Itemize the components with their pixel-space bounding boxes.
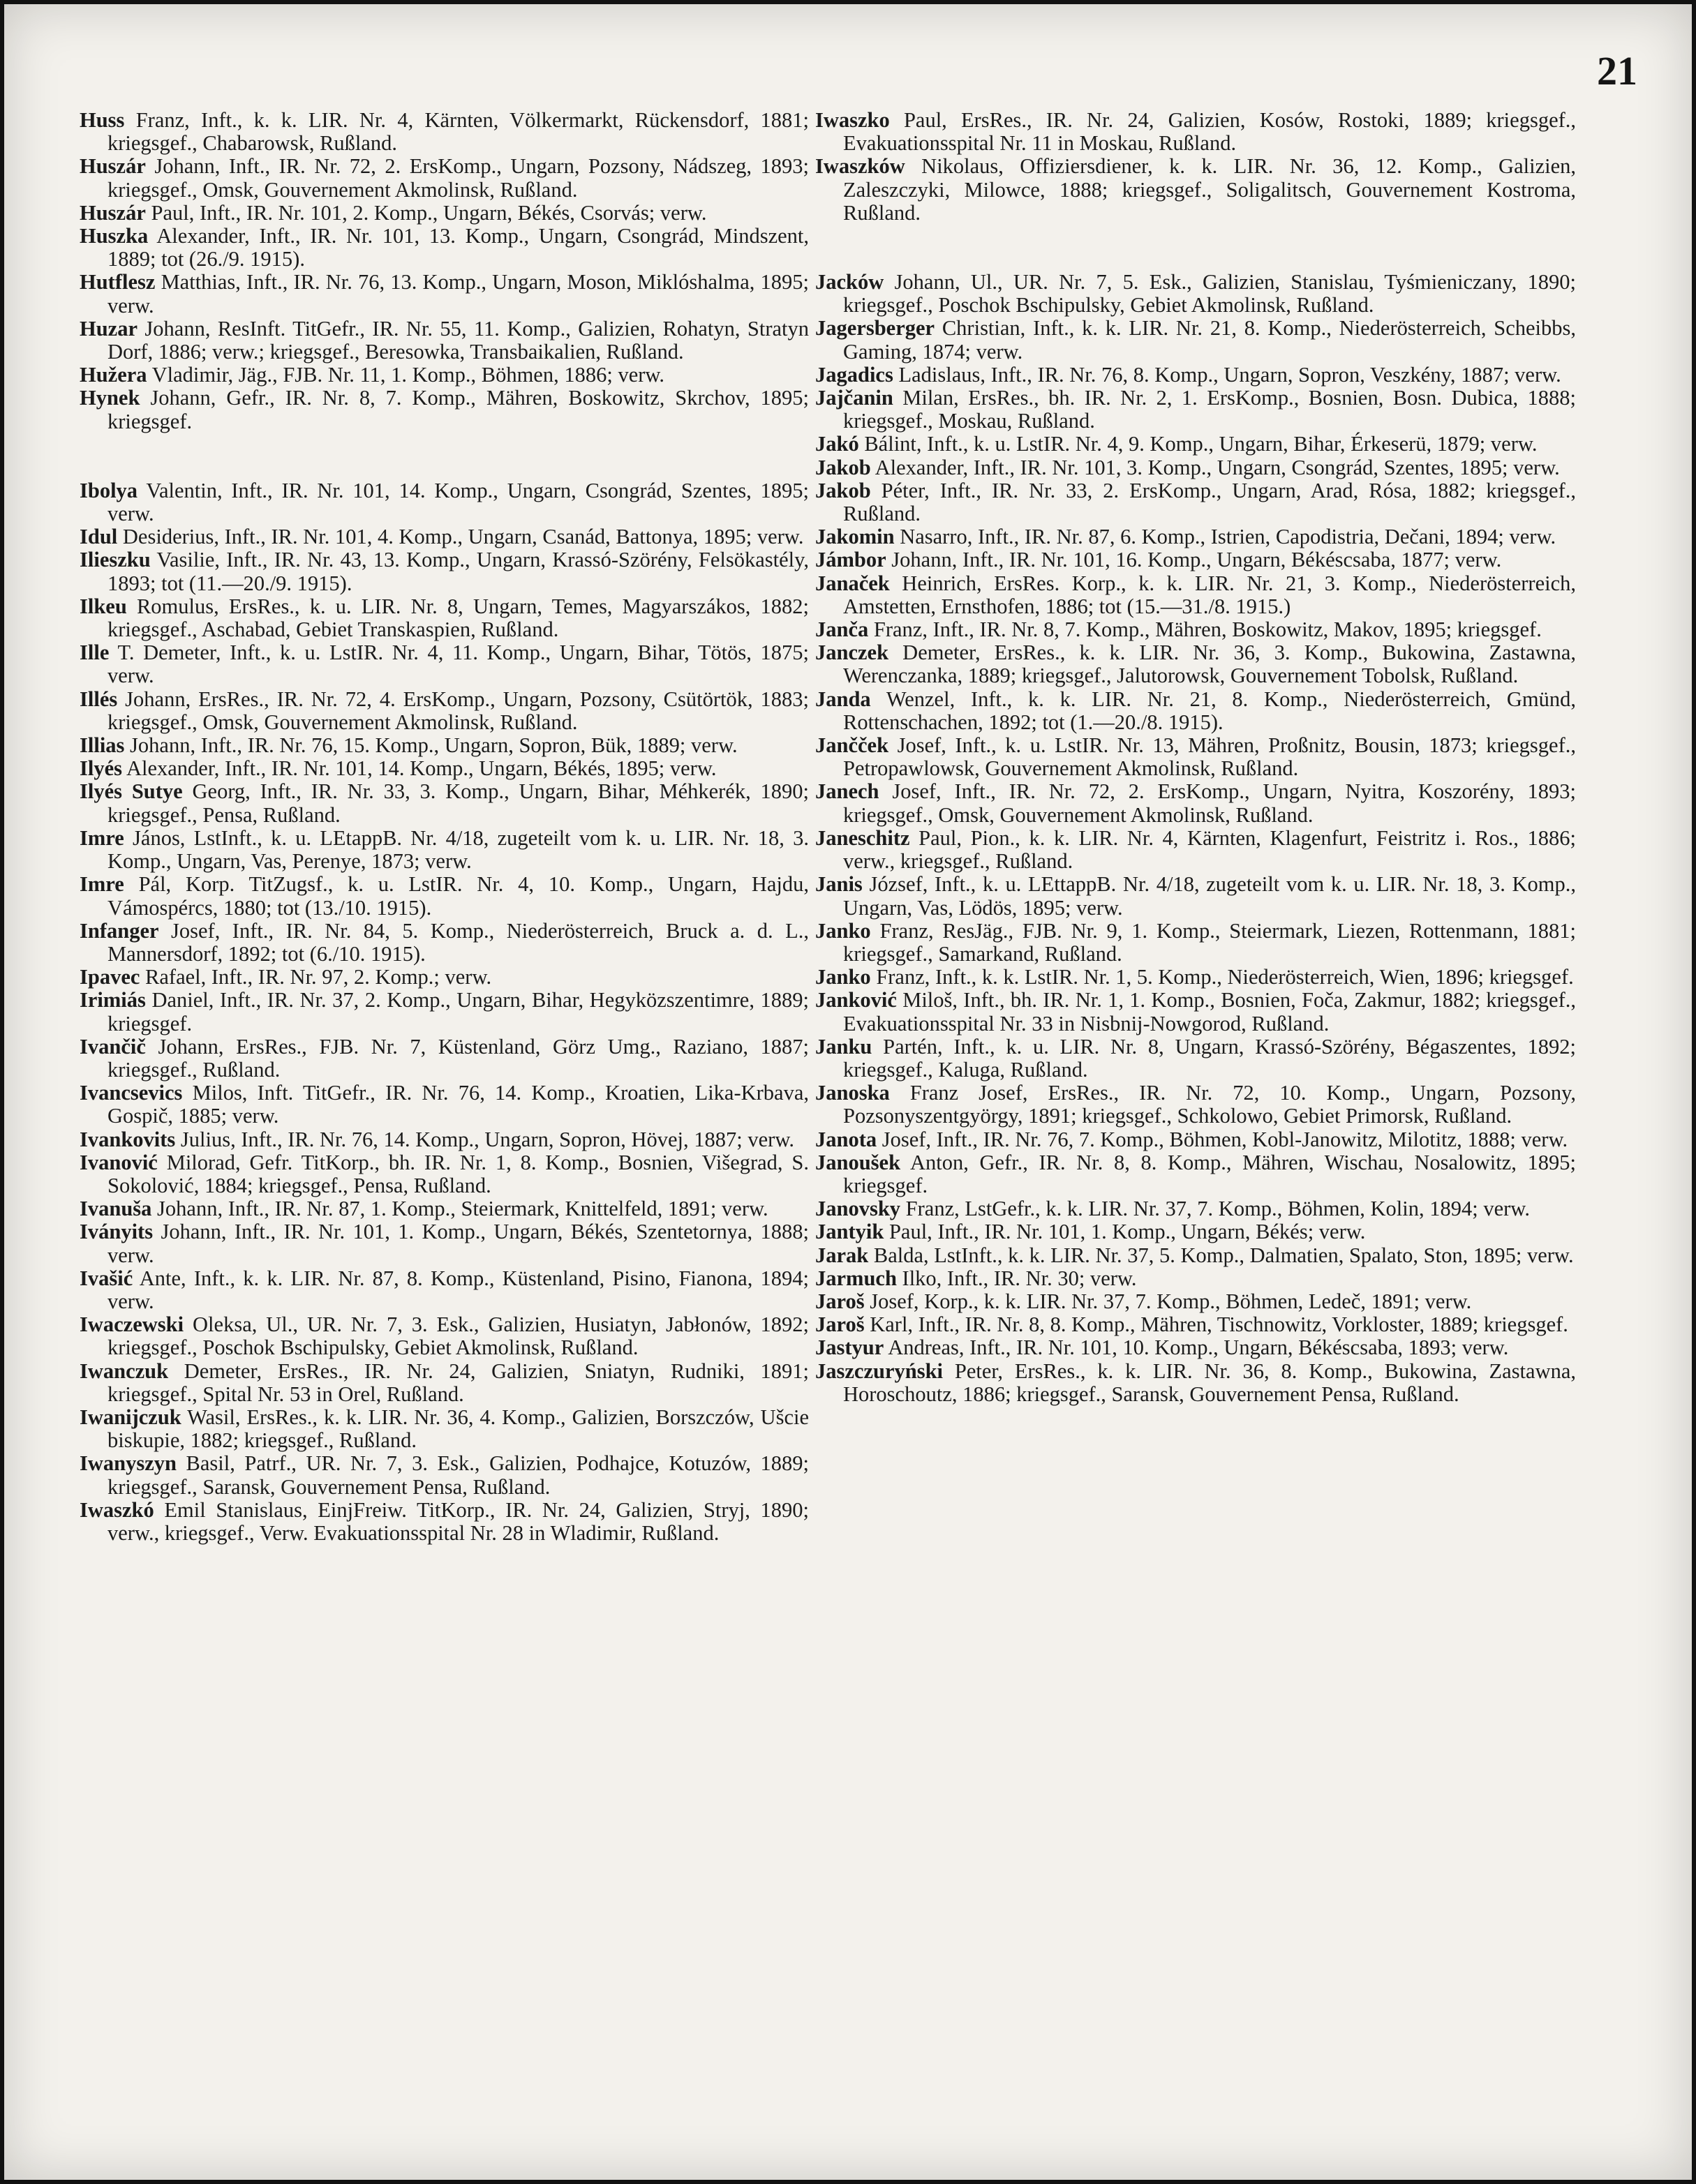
entry-details: Josef, Inft., IR. Nr. 76, 7. Komp., Böhmen, Kobl-Janowitz, Milotitz, 1888; verw. bbox=[882, 1127, 1568, 1151]
entry-surname: Ivančič bbox=[80, 1034, 146, 1059]
entry-details: Josef, Inft., k. u. LstIR. Nr. 13, Mähren, Proßnitz, Bousin, 1873; kriegsgef., Petropawlowsk, Gouvernement Akmolinsk, Rußland. bbox=[843, 733, 1576, 781]
entry-surname: Janoska bbox=[815, 1081, 890, 1105]
register-entry bbox=[80, 1406, 809, 1452]
entry-details: Johann, Inft., IR. Nr. 101, 16. Komp., Ungarn, Békéscsaba, 1877; verw. bbox=[891, 548, 1502, 572]
entry-surname: Illés bbox=[80, 687, 118, 711]
register-entry bbox=[80, 827, 809, 873]
register-entry bbox=[80, 920, 809, 966]
entry-surname: Jajčanin bbox=[815, 386, 893, 410]
register-entry bbox=[80, 873, 809, 919]
register-entry bbox=[815, 317, 1576, 363]
register-entry bbox=[815, 1244, 1576, 1267]
entry-details: Ladislaus, Inft., IR. Nr. 76, 8. Komp., Ungarn, Sopron, Veszkény, 1887; verw. bbox=[898, 362, 1561, 387]
entry-surname: Iwaszkó bbox=[80, 1497, 154, 1522]
entry-details: Alexander, Inft., IR. Nr. 101, 14. Komp., Ungarn, Békés, 1895; verw. bbox=[126, 756, 717, 781]
register-entry bbox=[80, 525, 809, 548]
entry-surname: Idul bbox=[80, 525, 118, 549]
entry-surname: Ilyés bbox=[80, 756, 122, 781]
register-entry bbox=[80, 757, 809, 780]
entry-surname: Jastyur bbox=[815, 1336, 884, 1360]
entry-details: Bálint, Inft., k. u. LstIR. Nr. 4, 9. Komp., Ungarn, Bihar, Érkeserü, 1879; verw. bbox=[864, 432, 1538, 456]
entry-details: Georg, Inft., IR. Nr. 33, 3. Komp., Ungarn, Bihar, Méhkerék, 1890; kriegsgef., Pensa, Rußland. bbox=[107, 779, 809, 827]
register-entry bbox=[80, 317, 809, 364]
entry-surname: Ibolya bbox=[80, 478, 138, 502]
entry-details: Ante, Inft., k. k. LIR. Nr. 87, 8. Komp., Küstenland, Pisino, Fianona, 1894; verw. bbox=[107, 1266, 809, 1313]
entry-surname: Jakob bbox=[815, 455, 871, 479]
register-entry bbox=[815, 1035, 1576, 1082]
register-entry bbox=[80, 966, 809, 989]
entry-details: Andreas, Inft., IR. Nr. 101, 10. Komp., Ungarn, Békéscsaba, 1893; verw. bbox=[888, 1336, 1509, 1360]
entry-details: Pál, Korp. TitZugsf., k. u. LstIR. Nr. 4, 10. Komp., Ungarn, Hajdu, Vámospércs, 1880; tot (13./10. 1915). bbox=[107, 872, 809, 920]
entry-surname: Ivancsevics bbox=[80, 1081, 183, 1105]
register-entry bbox=[80, 780, 809, 826]
register-entry bbox=[815, 364, 1576, 387]
entry-surname: Jagersberger bbox=[815, 316, 935, 341]
register-entry bbox=[815, 155, 1576, 225]
document-page bbox=[4, 4, 1692, 2180]
register-entry bbox=[815, 548, 1576, 571]
entry-surname: Jacków bbox=[815, 270, 884, 294]
register-entry bbox=[80, 155, 809, 201]
register-entry bbox=[815, 1267, 1576, 1290]
entry-surname: Janković bbox=[815, 988, 897, 1012]
entry-details: Johann, ErsRes., IR. Nr. 72, 4. ErsKomp., Ungarn, Pozsony, Csütörtök, 1883; kriegsgef., Omsk, Gouvernement Akmolinsk, Rußland. bbox=[107, 687, 809, 734]
register-entry bbox=[815, 641, 1576, 687]
entry-details: Josef, Inft., IR. Nr. 84, 5. Komp., Niederösterreich, Bruck a. d. L., Mannersdorf, 1892; tot (6./10. 1915). bbox=[107, 918, 809, 966]
entry-surname: Jagadics bbox=[815, 362, 893, 387]
entry-details: Romulus, ErsRes., k. u. LIR. Nr. 8, Ungarn, Temes, Magyarszákos, 1882; kriegsgef., Aschabad, Gebiet Transkaspien, Rußland. bbox=[107, 594, 809, 642]
entry-surname: Jakob bbox=[815, 478, 871, 502]
entry-surname: Ilyés Sutye bbox=[80, 779, 183, 804]
left-column bbox=[80, 109, 809, 1545]
entry-surname: Ilieszku bbox=[80, 548, 151, 572]
register-entry bbox=[80, 109, 809, 155]
entry-surname: Ille bbox=[80, 641, 110, 665]
entry-details: Johann, Inft., IR. Nr. 87, 1. Komp., Steiermark, Knittelfeld, 1891; verw. bbox=[157, 1197, 768, 1221]
register-entry bbox=[815, 456, 1576, 479]
register-entry bbox=[815, 920, 1576, 966]
register-entry bbox=[815, 1128, 1576, 1151]
register-entry bbox=[80, 1267, 809, 1313]
entry-details: Paul, Inft., IR. Nr. 101, 1. Komp., Ungarn, Békés; verw. bbox=[888, 1220, 1366, 1244]
register-entry bbox=[80, 202, 809, 225]
entry-details: T. Demeter, Inft., k. u. LstIR. Nr. 4, 11. Komp., Ungarn, Bihar, Tötös, 1875; verw. bbox=[107, 641, 809, 688]
register-entry bbox=[80, 688, 809, 734]
register-entry bbox=[815, 966, 1576, 989]
entry-surname: Jaroš bbox=[815, 1312, 865, 1337]
entry-details: Franz, Inft., k. k. LIR. Nr. 4, Kärnten, Völkermarkt, Rückensdorf, 1881; kriegsgef., Chabarowsk, Rußland. bbox=[107, 108, 810, 156]
entry-surname: Huss bbox=[80, 108, 125, 132]
entry-details: Nasarro, Inft., IR. Nr. 87, 6. Komp., Istrien, Capodistria, Dečani, 1894; verw. bbox=[900, 525, 1556, 549]
register-entry bbox=[80, 387, 809, 433]
entry-surname: Huszár bbox=[80, 154, 146, 179]
entry-surname: Janech bbox=[815, 779, 879, 804]
entry-details: Milan, ErsRes., bh. IR. Nr. 2, 1. ErsKomp., Bosnien, Bosn. Dubica, 1888; kriegsgef., Moskau, Rußland. bbox=[843, 386, 1577, 433]
register-entry bbox=[815, 618, 1576, 641]
register-entry bbox=[80, 1151, 809, 1197]
register-entry bbox=[815, 572, 1576, 618]
entry-details: Josef, Inft., IR. Nr. 72, 2. ErsKomp., Ungarn, Nyitra, Koszorény, 1893; kriegsgef., Omsk, Gouvernement Akmolinsk, Rußland. bbox=[843, 779, 1576, 827]
register-entry bbox=[80, 364, 809, 387]
entry-surname: Huzar bbox=[80, 316, 138, 341]
entry-details: Johann, Ul., UR. Nr. 7, 5. Esk., Galizien, Stanislau, Tyśmieniczany, 1890; kriegsgef., Poschok Bschipulsky, Gebiet Akmolinsk, Rußland. bbox=[843, 270, 1576, 317]
entry-details: Vladimir, Jäg., FJB. Nr. 11, 1. Komp., Böhmen, 1886; verw. bbox=[151, 363, 665, 387]
entry-surname: Janis bbox=[815, 872, 863, 897]
register-entry bbox=[815, 989, 1576, 1035]
left-entries-h bbox=[80, 109, 809, 433]
register-entry bbox=[80, 1128, 809, 1151]
entry-details: Franz Josef, ErsRes., IR. Nr. 72, 10. Komp., Ungarn, Pozsony, Pozsonyszentgyörgy, 1891; kriegsgef., Schkolowo, Gebiet Primorsk, Rußland. bbox=[843, 1081, 1576, 1128]
entry-details: Anton, Gefr., IR. Nr. 8, 8. Komp., Mähren, Wischau, Nosalowitz, 1895; kriegsgef. bbox=[843, 1150, 1576, 1197]
entry-details: Franz, Inft., IR. Nr. 8, 7. Komp., Mähren, Boskowitz, Makov, 1895; kriegsgef. bbox=[873, 618, 1542, 642]
entry-details: Johann, Gefr., IR. Nr. 8, 7. Komp., Mähren, Boskowitz, Skrchov, 1895; kriegsgef. bbox=[107, 386, 810, 433]
section-gap bbox=[80, 433, 809, 479]
entry-surname: Ivanović bbox=[80, 1150, 158, 1174]
entry-details: Daniel, Inft., IR. Nr. 37, 2. Komp., Ungarn, Bihar, Hegyközszentimre, 1889; kriegsgef. bbox=[107, 988, 810, 1035]
entry-surname: Janota bbox=[815, 1127, 877, 1151]
entry-details: Julius, Inft., IR. Nr. 76, 14. Komp., Ungarn, Sopron, Hövej, 1887; verw. bbox=[180, 1127, 794, 1151]
entry-surname: Janku bbox=[815, 1034, 872, 1059]
entry-details: Basil, Patrf., UR. Nr. 7, 3. Esk., Galizien, Podhajce, Kotuzów, 1889; kriegsgef., Saransk, Gouvernement Pensa, Rußland. bbox=[107, 1451, 809, 1499]
entry-details: Franz, ResJäg., FJB. Nr. 9, 1. Komp., Steiermark, Liezen, Rottenmann, 1881; kriegsgef., Samarkand, Rußland. bbox=[843, 918, 1576, 966]
register-entry bbox=[815, 688, 1576, 734]
entry-surname: Iványits bbox=[80, 1220, 154, 1244]
register-entry bbox=[815, 873, 1576, 919]
entry-details: Rafael, Inft., IR. Nr. 97, 2. Komp.; verw. bbox=[145, 965, 492, 989]
entry-details: Johann, Inft., IR. Nr. 76, 15. Komp., Ungarn, Sopron, Bük, 1889; verw. bbox=[130, 733, 738, 758]
entry-details: Matthias, Inft., IR. Nr. 76, 13. Komp., Ungarn, Moson, Miklóshalma, 1895; verw. bbox=[107, 270, 810, 317]
left-entries-i bbox=[80, 479, 809, 1545]
entry-surname: Imre bbox=[80, 872, 124, 897]
entry-surname: Jaroš bbox=[815, 1289, 865, 1313]
register-entry bbox=[815, 827, 1576, 873]
entry-details: Desiderius, Inft., IR. Nr. 101, 4. Komp., Ungarn, Csanád, Battonya, 1895; verw. bbox=[122, 525, 804, 549]
register-entry bbox=[80, 1360, 809, 1406]
entry-surname: Iwaszko bbox=[815, 108, 890, 132]
entry-surname: Hynek bbox=[80, 386, 140, 410]
register-entry bbox=[815, 1220, 1576, 1243]
entry-surname: Jantyik bbox=[815, 1220, 884, 1244]
register-entry bbox=[815, 1360, 1576, 1406]
right-entries-iwa bbox=[815, 109, 1576, 225]
entry-details: Nikolaus, Offiziersdiener, k. k. LIR. Nr. 36, 12. Komp., Galizien, Zaleszczyki, Milowce, 1888; kriegsgef., Soligalitsch, Gouvernement Kostroma, Rußland. bbox=[843, 154, 1576, 225]
page-number: 21 bbox=[1597, 48, 1637, 94]
right-entries-j bbox=[815, 271, 1576, 1406]
entry-surname: Ipavec bbox=[80, 965, 140, 989]
entry-surname: Janoušek bbox=[815, 1150, 901, 1174]
entry-details: Alexander, Inft., IR. Nr. 101, 3. Komp., Ungarn, Csongrád, Szentes, 1895; verw. bbox=[875, 455, 1560, 479]
entry-details: Alexander, Inft., IR. Nr. 101, 13. Komp., Ungarn, Csongrád, Mindszent, 1889; tot (26./9. 1915). bbox=[107, 224, 809, 271]
entry-surname: Iwaszków bbox=[815, 154, 905, 179]
entry-details: Milorad, Gefr. TitKorp., bh. IR. Nr. 1, 8. Komp., Bosnien, Višegrad, S. Sokolović, 1884; kriegsgef., Pensa, Rußland. bbox=[107, 1150, 810, 1197]
entry-surname: Irimiás bbox=[80, 988, 146, 1012]
entry-details: Demeter, ErsRes., k. k. LIR. Nr. 36, 3. Komp., Bukowina, Zastawna, Werenczanka, 1889; kriegsgef., Jalutorowsk, Gouvernement Tobolsk, Rußland. bbox=[843, 641, 1576, 688]
entry-details: Peter, ErsRes., k. k. LIR. Nr. 36, 8. Komp., Bukowina, Zastawna, Horoschoutz, 1886; kriegsgef., Saransk, Gouvernement Pensa, Rußland. bbox=[843, 1359, 1577, 1406]
entry-surname: Janča bbox=[815, 618, 869, 642]
entry-surname: Janaček bbox=[815, 571, 890, 595]
entry-surname: Huszka bbox=[80, 224, 149, 248]
entry-surname: Janeschitz bbox=[815, 825, 910, 850]
entry-surname: Janczek bbox=[815, 641, 889, 665]
entry-details: Emil Stanislaus, EinjFreiw. TitKorp., IR. Nr. 24, Galizien, Stryj, 1890; verw., kriegsgef., Verw. Evakuationsspital Nr. 28 in Wladimir, Rußland. bbox=[107, 1497, 809, 1545]
section-gap bbox=[815, 225, 1576, 271]
entry-details: Balda, LstInft., k. k. LIR. Nr. 37, 5. Komp., Dalmatien, Spalato, Ston, 1895; verw. bbox=[873, 1243, 1574, 1267]
register-entry bbox=[80, 1220, 809, 1266]
entry-surname: Hutflesz bbox=[80, 270, 156, 294]
register-entry bbox=[80, 271, 809, 317]
entry-surname: Hužera bbox=[80, 363, 147, 387]
entry-surname: Huszár bbox=[80, 200, 146, 225]
entry-surname: Ivankovits bbox=[80, 1127, 176, 1151]
entry-details: Paul, Inft., IR. Nr. 101, 2. Komp., Ungarn, Békés, Csorvás; verw. bbox=[151, 200, 707, 225]
register-entry bbox=[80, 1499, 809, 1545]
register-entry bbox=[815, 1151, 1576, 1197]
entry-surname: Iwaczewski bbox=[80, 1312, 184, 1337]
register-entry bbox=[815, 271, 1576, 317]
entry-details: Valentin, Inft., IR. Nr. 101, 14. Komp., Ungarn, Csongrád, Szentes, 1895; verw. bbox=[107, 478, 809, 526]
entry-surname: Janda bbox=[815, 687, 871, 711]
entry-details: Ilko, Inft., IR. Nr. 30; verw. bbox=[902, 1266, 1137, 1290]
entry-details: Heinrich, ErsRes. Korp., k. k. LIR. Nr. 21, 3. Komp., Niederösterreich, Amstetten, Ernsthofen, 1886; tot (15.—31./8. 1915.) bbox=[843, 571, 1576, 618]
entry-details: Johann, Inft., IR. Nr. 101, 1. Komp., Ungarn, Békés, Szentetornya, 1888; verw. bbox=[107, 1220, 809, 1267]
right-column bbox=[815, 109, 1576, 1406]
register-entry bbox=[80, 734, 809, 757]
entry-details: Franz, LstGefr., k. k. LIR. Nr. 37, 7. Komp., Böhmen, Kolin, 1894; verw. bbox=[905, 1197, 1530, 1221]
entry-surname: Jaszczuryński bbox=[815, 1359, 943, 1383]
entry-details: Oleksa, Ul., UR. Nr. 7, 3. Esk., Galizien, Husiatyn, Jabłonów, 1892; kriegsgef., Poschok Bschipulsky, Gebiet Akmolinsk, Rußland. bbox=[107, 1312, 810, 1360]
entry-details: Partén, Inft., k. u. LIR. Nr. 8, Ungarn, Krassó-Szörény, Bégaszentes, 1892; kriegsgef., Kaluga, Rußland. bbox=[843, 1034, 1576, 1082]
register-entry bbox=[815, 109, 1576, 155]
entry-details: Miloš, Inft., bh. IR. Nr. 1, 1. Komp., Bosnien, Foča, Zakmur, 1882; kriegsgef., Evakuationsspital Nr. 33 in Nisbnij-Nowgorod, Rußland. bbox=[843, 988, 1576, 1035]
entry-details: János, LstInft., k. u. LEtappB. Nr. 4/18, zugeteilt vom k. u. LIR. Nr. 18, 3. Komp., Ungarn, Vas, Perenye, 1873; verw. bbox=[107, 825, 809, 874]
entry-surname: Ivanuša bbox=[80, 1197, 152, 1221]
entry-surname: Imre bbox=[80, 825, 124, 850]
entry-surname: Jakó bbox=[815, 432, 859, 456]
register-entry bbox=[815, 479, 1576, 525]
register-entry bbox=[80, 1452, 809, 1498]
register-entry bbox=[80, 989, 809, 1035]
register-entry bbox=[80, 225, 809, 271]
entry-details: Milos, Inft. TitGefr., IR. Nr. 76, 14. Komp., Kroatien, Lika-Krbava, Gospič, 1885; verw. bbox=[107, 1081, 810, 1128]
register-entry bbox=[80, 548, 809, 594]
entry-surname: Janko bbox=[815, 918, 871, 943]
register-entry bbox=[815, 525, 1576, 548]
register-entry bbox=[815, 1313, 1576, 1336]
register-entry bbox=[80, 479, 809, 525]
register-entry bbox=[80, 1035, 809, 1082]
entry-details: Wasil, ErsRes., k. k. LIR. Nr. 36, 4. Komp., Galizien, Borszczów, Ušcie biskupie, 1882; kriegsgef., Rußland. bbox=[107, 1405, 809, 1453]
register-entry bbox=[80, 641, 809, 687]
entry-details: József, Inft., k. u. LEttappB. Nr. 4/18, zugeteilt vom k. u. LIR. Nr. 18, 3. Komp., Ungarn, Vas, Lödös, 1895; verw. bbox=[843, 872, 1576, 920]
entry-surname: Jakomin bbox=[815, 525, 895, 549]
entry-details: Christian, Inft., k. k. LIR. Nr. 21, 8. Komp., Niederösterreich, Scheibbs, Gaming, 1874; verw. bbox=[843, 316, 1577, 364]
entry-surname: Illias bbox=[80, 733, 125, 758]
register-entry bbox=[815, 1197, 1576, 1220]
register-entry bbox=[815, 734, 1576, 780]
entry-surname: Jámbor bbox=[815, 548, 886, 572]
entry-details: Vasilie, Inft., IR. Nr. 43, 13. Komp., Ungarn, Krassó-Szörény, Felsökastély, 1893; tot (11.—20./9. 1915). bbox=[107, 548, 810, 595]
entry-surname: Janovsky bbox=[815, 1197, 901, 1221]
entry-details: Johann, Inft., IR. Nr. 72, 2. ErsKomp., Ungarn, Pozsony, Nádszeg, 1893; kriegsgef., Omsk, Gouvernement Akmolinsk, Rußland. bbox=[107, 154, 809, 202]
entry-details: Johann, ErsRes., FJB. Nr. 7, Küstenland, Görz Umg., Raziano, 1887; kriegsgef., Rußland. bbox=[107, 1034, 810, 1082]
register-entry bbox=[815, 1082, 1576, 1128]
register-entry bbox=[815, 387, 1576, 433]
register-entry bbox=[80, 1197, 809, 1220]
entry-surname: Infanger bbox=[80, 918, 159, 943]
register-entry bbox=[80, 1313, 809, 1359]
entry-surname: Jarmuch bbox=[815, 1266, 897, 1290]
register-entry bbox=[815, 1290, 1576, 1313]
entry-details: Josef, Korp., k. k. LIR. Nr. 37, 7. Komp., Böhmen, Ledeč, 1891; verw. bbox=[870, 1289, 1472, 1313]
entry-details: Paul, Pion., k. k. LIR. Nr. 4, Kärnten, Klagenfurt, Feistritz i. Ros., 1886; verw., kriegsgef., Rußland. bbox=[843, 825, 1576, 874]
entry-surname: Ilkeu bbox=[80, 594, 127, 618]
entry-surname: Iwanijczuk bbox=[80, 1405, 181, 1429]
entry-details: Franz, Inft., k. k. LstIR. Nr. 1, 5. Komp., Niederösterreich, Wien, 1896; kriegsgef. bbox=[876, 965, 1574, 989]
entry-surname: Iwanyszyn bbox=[80, 1451, 177, 1476]
register-entry bbox=[815, 780, 1576, 826]
register-entry bbox=[80, 595, 809, 641]
entry-details: Demeter, ErsRes., IR. Nr. 24, Galizien, Sniatyn, Rudniki, 1891; kriegsgef., Spital Nr. 53 in Orel, Rußland. bbox=[107, 1359, 810, 1406]
entry-surname: Jarak bbox=[815, 1243, 869, 1267]
register-entry bbox=[815, 1336, 1576, 1359]
entry-surname: Iwanczuk bbox=[80, 1359, 169, 1383]
register-entry bbox=[815, 433, 1576, 456]
entry-surname: Ivašić bbox=[80, 1266, 133, 1290]
entry-details: Johann, ResInft. TitGefr., IR. Nr. 55, 11. Komp., Galizien, Rohatyn, Stratyn Dorf, 1886; verw.; kriegsgef., Beresowka, Transbaikalien, Rußland. bbox=[107, 316, 810, 364]
entry-details: Karl, Inft., IR. Nr. 8, 8. Komp., Mähren, Tischnowitz, Vorkloster, 1889; kriegsgef. bbox=[870, 1312, 1568, 1337]
entry-details: Paul, ErsRes., IR. Nr. 24, Galizien, Kosów, Rostoki, 1889; kriegsgef., Evakuationsspital Nr. 11 in Moskau, Rußland. bbox=[843, 108, 1577, 156]
entry-surname: Janko bbox=[815, 965, 871, 989]
register-entry bbox=[80, 1082, 809, 1128]
entry-details: Péter, Inft., IR. Nr. 33, 2. ErsKomp., Ungarn, Arad, Rósa, 1882; kriegsgef., Rußland. bbox=[843, 478, 1577, 526]
entry-details: Wenzel, Inft., k. k. LIR. Nr. 21, 8. Komp., Niederösterreich, Gmünd, Rottenschachen, 1892; tot (1.—20./8. 1915). bbox=[843, 687, 1577, 734]
entry-surname: Jančček bbox=[815, 733, 889, 758]
